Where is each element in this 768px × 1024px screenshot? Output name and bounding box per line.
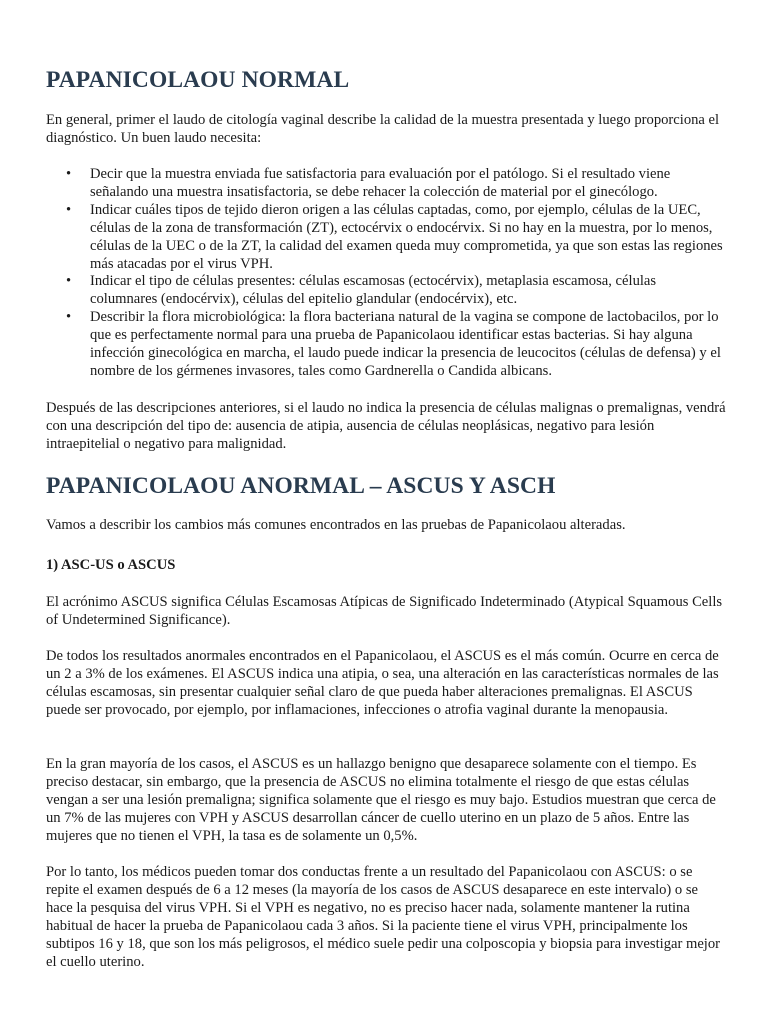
acronym-paragraph: El acrónimo ASCUS significa Células Escamosas Atípicas de Significado Indeterminado (Atypical Squamous Cells of Undetermined Significance). bbox=[46, 594, 723, 628]
list-item: • Indicar el tipo de células presentes: células escamosas (ectocérvix), metaplasia escamosa, células columnares (endocérvix), células del epitelio glandular (endocérvix), etc. bbox=[66, 273, 726, 309]
subheading-ascus: 1) ASC-US o ASCUS bbox=[46, 557, 176, 573]
requirements-list bbox=[66, 166, 726, 381]
intro-paragraph: En general, primer el laudo de citología vaginal describe la calidad de la muestra presentada y luego proporciona el diagnóstico. Un buen laudo necesita: bbox=[46, 112, 720, 146]
frequency-paragraph: De todos los resultados anormales encontrados en el Papanicolaou, el ASCUS es el más común. Ocurre en cerca de un 2 a 3% de los exámenes. El ASCUS indica una atipia, o sea, una alteración en las características normales de las células escamosas, sin presentar cualquier señal claro de que pueda haber alteraciones premalignas. El ASCUS puede ser provocado, por ejemplo, por inflamaciones, infecciones o atrofia vaginal durante la menopausia. bbox=[46, 648, 719, 718]
section-title-abnormal: PAPANICOLAOU ANORMAL – ASCUS Y ASCH bbox=[46, 473, 556, 499]
abnormal-intro-paragraph: Vamos a describir los cambios más comunes encontrados en las pruebas de Papanicolaou alteradas. bbox=[46, 517, 626, 533]
after-descriptions-paragraph: Después de las descripciones anteriores, si el laudo no indica la presencia de células malignas o premalignas, vendrá con una descripción del tipo de: ausencia de atipia, ausencia de células neoplásicas, negativo para lesión intraepitelial o negativo para malignidad. bbox=[46, 400, 726, 452]
list-item: • Indicar cuáles tipos de tejido dieron origen a las células captadas, como, por ejemplo, células de la UEC, células de la zona de transformación (ZT), ectocérvix o endocérvix. Si no hay en la muestra, por lo menos, células de la UEC o de la ZT, la calidad del examen queda muy comprometida, ya que son estas las regiones más atacadas por el virus VPH. bbox=[66, 202, 726, 274]
benign-finding-paragraph: En la gran mayoría de los casos, el ASCUS es un hallazgo benigno que desaparece solamente con el tiempo. Es preciso destacar, sin embargo, que la presencia de ASCUS no elimina totalmente el riesgo de que estas células vengan a ser una lesión premaligna; significa solamente que el riesgo es muy bajo. Estudios muestran que cerca de un 7% de las mujeres con VPH y ASCUS desarrollan cáncer de cuello uterino en un plazo de 5 años. Entre las mujeres que no tienen el VPH, la tasa es de solamente un 0,5%. bbox=[46, 756, 716, 844]
list-item: • Describir la flora microbiológica: la flora bacteriana natural de la vagina se compone de lactobacilos, por lo que es perfectamente normal para una prueba de Papanicolaou identificar estas bacterias. Si hay alguna infección ginecológica en marcha, el laudo puede indicar la presencia de leucocitos (células de defensa) y el nombre de los gérmenes invasores, tales como Gardnerella o Candida albicans. bbox=[66, 309, 726, 381]
management-paragraph: Por lo tanto, los médicos pueden tomar dos conductas frente a un resultado del Papanicolaou con ASCUS: o se repite el examen después de 6 a 12 meses (la mayoría de los casos de ASCUS desaparece en este intervalo) o se hace la pesquisa del virus VPH. Si el VPH es negativo, no es preciso hacer nada, solamente mantener la rutina habitual de hacer la prueba de Papanicolaou cada 3 años. Si la paciente tiene el virus VPH, principalmente los subtipos 16 y 18, que son los más peligrosos, el médico suele pedir una colposcopia y biopsia para investigar mejor el cuello uterino. bbox=[46, 864, 721, 970]
section-title-normal: PAPANICOLAOU NORMAL bbox=[46, 67, 350, 93]
list-item: • Decir que la muestra enviada fue satisfactoria para evaluación por el patólogo. Si el resultado viene señalando una muestra insatisfactoria, se debe rehacer la colección de material por el ginecólogo. bbox=[66, 166, 726, 202]
